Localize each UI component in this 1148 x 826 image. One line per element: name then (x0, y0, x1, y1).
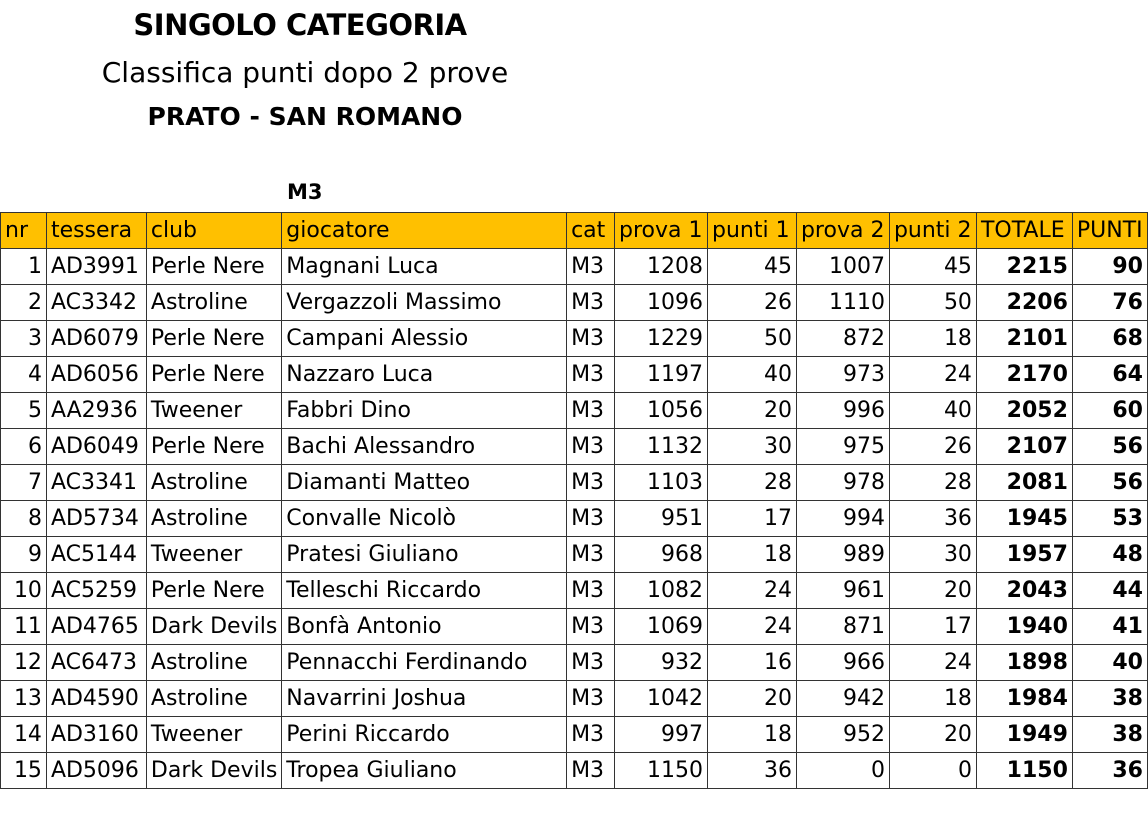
cell-punti: 60 (1072, 393, 1147, 429)
cell-punti-2: 20 (889, 573, 976, 609)
cell-punti-2: 28 (889, 465, 976, 501)
cell-punti-1: 17 (708, 501, 797, 537)
cell-prova-1: 1229 (615, 321, 708, 357)
cell-totale: 2081 (976, 465, 1072, 501)
cell-cat: M3 (567, 393, 615, 429)
cell-totale: 1940 (976, 609, 1072, 645)
page-subtitle: Classifica punti dopo 2 prove (101, 56, 509, 89)
cell-nr: 10 (1, 573, 47, 609)
cell-punti-1: 24 (708, 573, 797, 609)
cell-punti-1: 16 (708, 645, 797, 681)
column-header-punti-1: punti 1 (708, 213, 797, 249)
cell-totale: 1945 (976, 501, 1072, 537)
column-header-cat: cat (567, 213, 615, 249)
cell-punti-2: 30 (889, 537, 976, 573)
cell-tessera: AC5144 (46, 537, 146, 573)
cell-giocatore: Tropea Giuliano (282, 753, 567, 789)
cell-cat: M3 (567, 501, 615, 537)
cell-totale: 1957 (976, 537, 1072, 573)
table-row (1, 429, 1148, 465)
cell-tessera: AC3341 (46, 465, 146, 501)
cell-tessera: AD5096 (46, 753, 146, 789)
cell-giocatore: Pennacchi Ferdinando (282, 645, 567, 681)
column-header-totale: TOTALE (976, 213, 1072, 249)
cell-prova-1: 1042 (615, 681, 708, 717)
category-label: M3 (287, 180, 323, 204)
cell-cat: M3 (567, 429, 615, 465)
cell-punti-1: 45 (708, 249, 797, 285)
cell-totale: 1984 (976, 681, 1072, 717)
cell-cat: M3 (567, 249, 615, 285)
cell-cat: M3 (567, 717, 615, 753)
cell-punti: 68 (1072, 321, 1147, 357)
cell-club: Astroline (146, 465, 281, 501)
cell-cat: M3 (567, 573, 615, 609)
cell-prova-2: 989 (796, 537, 889, 573)
cell-totale: 2043 (976, 573, 1072, 609)
cell-punti: 38 (1072, 717, 1147, 753)
cell-giocatore: Fabbri Dino (282, 393, 567, 429)
cell-punti: 53 (1072, 501, 1147, 537)
cell-nr: 14 (1, 717, 47, 753)
cell-tessera: AD6049 (46, 429, 146, 465)
cell-punti: 41 (1072, 609, 1147, 645)
cell-totale: 2170 (976, 357, 1072, 393)
cell-prova-1: 1208 (615, 249, 708, 285)
cell-cat: M3 (567, 537, 615, 573)
cell-tessera: AD5734 (46, 501, 146, 537)
cell-cat: M3 (567, 321, 615, 357)
cell-totale: 2215 (976, 249, 1072, 285)
column-header-prova-1: prova 1 (615, 213, 708, 249)
cell-punti-2: 17 (889, 609, 976, 645)
cell-punti-2: 24 (889, 645, 976, 681)
table-row (1, 717, 1148, 753)
table-row (1, 285, 1148, 321)
cell-club: Perle Nere (146, 429, 281, 465)
column-header-punti: PUNTI (1072, 213, 1147, 249)
cell-prova-2: 871 (796, 609, 889, 645)
table-row (1, 393, 1148, 429)
cell-nr: 11 (1, 609, 47, 645)
cell-tessera: AD6079 (46, 321, 146, 357)
cell-giocatore: Pratesi Giuliano (282, 537, 567, 573)
column-header-giocatore: giocatore (282, 213, 567, 249)
cell-nr: 5 (1, 393, 47, 429)
cell-tessera: AC6473 (46, 645, 146, 681)
cell-totale: 1898 (976, 645, 1072, 681)
cell-punti: 76 (1072, 285, 1147, 321)
cell-punti-2: 40 (889, 393, 976, 429)
cell-punti-1: 18 (708, 537, 797, 573)
cell-prova-2: 1007 (796, 249, 889, 285)
column-header-prova-2: prova 2 (796, 213, 889, 249)
cell-prova-2: 973 (796, 357, 889, 393)
table-row (1, 501, 1148, 537)
column-header-nr: nr (1, 213, 47, 249)
cell-club: Tweener (146, 393, 281, 429)
cell-tessera: AC3342 (46, 285, 146, 321)
cell-nr: 8 (1, 501, 47, 537)
cell-giocatore: Navarrini Joshua (282, 681, 567, 717)
cell-punti-2: 26 (889, 429, 976, 465)
cell-punti: 36 (1072, 753, 1147, 789)
cell-club: Perle Nere (146, 573, 281, 609)
cell-totale: 2052 (976, 393, 1072, 429)
cell-club: Dark Devils (146, 609, 281, 645)
cell-giocatore: Magnani Luca (282, 249, 567, 285)
table-row (1, 537, 1148, 573)
cell-punti-1: 36 (708, 753, 797, 789)
cell-prova-1: 1132 (615, 429, 708, 465)
cell-giocatore: Telleschi Riccardo (282, 573, 567, 609)
cell-tessera: AD6056 (46, 357, 146, 393)
cell-tessera: AC5259 (46, 573, 146, 609)
table-row (1, 357, 1148, 393)
cell-club: Astroline (146, 501, 281, 537)
cell-club: Perle Nere (146, 249, 281, 285)
cell-totale: 2107 (976, 429, 1072, 465)
cell-punti: 90 (1072, 249, 1147, 285)
cell-prova-1: 997 (615, 717, 708, 753)
cell-club: Tweener (146, 537, 281, 573)
cell-prova-2: 942 (796, 681, 889, 717)
cell-punti: 64 (1072, 357, 1147, 393)
cell-prova-2: 966 (796, 645, 889, 681)
cell-giocatore: Diamanti Matteo (282, 465, 567, 501)
cell-tessera: AD3160 (46, 717, 146, 753)
column-header-club: club (146, 213, 281, 249)
cell-nr: 7 (1, 465, 47, 501)
cell-prova-1: 951 (615, 501, 708, 537)
cell-cat: M3 (567, 645, 615, 681)
cell-cat: M3 (567, 609, 615, 645)
cell-prova-2: 1110 (796, 285, 889, 321)
cell-club: Astroline (146, 681, 281, 717)
cell-prova-1: 1069 (615, 609, 708, 645)
cell-punti-1: 26 (708, 285, 797, 321)
column-header-tessera: tessera (46, 213, 146, 249)
cell-giocatore: Perini Riccardo (282, 717, 567, 753)
cell-club: Tweener (146, 717, 281, 753)
cell-cat: M3 (567, 465, 615, 501)
cell-nr: 6 (1, 429, 47, 465)
cell-nr: 13 (1, 681, 47, 717)
cell-prova-1: 1103 (615, 465, 708, 501)
cell-totale: 2101 (976, 321, 1072, 357)
cell-punti-2: 0 (889, 753, 976, 789)
cell-punti: 56 (1072, 429, 1147, 465)
cell-giocatore: Nazzaro Luca (282, 357, 567, 393)
cell-punti-1: 40 (708, 357, 797, 393)
cell-punti-1: 24 (708, 609, 797, 645)
cell-tessera: AD4765 (46, 609, 146, 645)
cell-club: Perle Nere (146, 321, 281, 357)
cell-club: Dark Devils (146, 753, 281, 789)
cell-punti: 40 (1072, 645, 1147, 681)
cell-prova-2: 872 (796, 321, 889, 357)
cell-tessera: AA2936 (46, 393, 146, 429)
cell-punti-2: 18 (889, 321, 976, 357)
table-row (1, 609, 1148, 645)
cell-totale: 1150 (976, 753, 1072, 789)
cell-nr: 3 (1, 321, 47, 357)
cell-punti: 56 (1072, 465, 1147, 501)
cell-punti-1: 20 (708, 681, 797, 717)
cell-punti: 44 (1072, 573, 1147, 609)
cell-prova-2: 961 (796, 573, 889, 609)
table-row (1, 753, 1148, 789)
cell-punti-1: 28 (708, 465, 797, 501)
cell-cat: M3 (567, 357, 615, 393)
cell-punti-2: 45 (889, 249, 976, 285)
results-table (0, 212, 1148, 789)
cell-club: Astroline (146, 285, 281, 321)
cell-cat: M3 (567, 681, 615, 717)
cell-cat: M3 (567, 753, 615, 789)
cell-prova-1: 1056 (615, 393, 708, 429)
page-title: SINGOLO CATEGORIA (133, 8, 467, 42)
cell-punti-2: 20 (889, 717, 976, 753)
cell-club: Astroline (146, 645, 281, 681)
cell-tessera: AD3991 (46, 249, 146, 285)
cell-punti: 48 (1072, 537, 1147, 573)
cell-punti-1: 30 (708, 429, 797, 465)
cell-prova-1: 968 (615, 537, 708, 573)
table-row (1, 321, 1148, 357)
cell-prova-1: 1150 (615, 753, 708, 789)
table-row (1, 645, 1148, 681)
cell-prova-2: 952 (796, 717, 889, 753)
cell-prova-1: 1096 (615, 285, 708, 321)
table-header-row (1, 213, 1148, 249)
cell-giocatore: Campani Alessio (282, 321, 567, 357)
cell-punti-1: 50 (708, 321, 797, 357)
cell-punti-1: 20 (708, 393, 797, 429)
cell-punti-1: 18 (708, 717, 797, 753)
table-row (1, 465, 1148, 501)
cell-punti-2: 50 (889, 285, 976, 321)
table-row (1, 573, 1148, 609)
cell-prova-1: 1082 (615, 573, 708, 609)
cell-prova-2: 0 (796, 753, 889, 789)
cell-giocatore: Vergazzoli Massimo (282, 285, 567, 321)
cell-nr: 2 (1, 285, 47, 321)
cell-prova-1: 1197 (615, 357, 708, 393)
event-location: PRATO - SAN ROMANO (147, 102, 463, 131)
cell-cat: M3 (567, 285, 615, 321)
cell-prova-2: 975 (796, 429, 889, 465)
cell-prova-2: 978 (796, 465, 889, 501)
cell-nr: 1 (1, 249, 47, 285)
table-row (1, 249, 1148, 285)
cell-prova-1: 932 (615, 645, 708, 681)
cell-punti-2: 24 (889, 357, 976, 393)
cell-nr: 15 (1, 753, 47, 789)
cell-punti-2: 18 (889, 681, 976, 717)
cell-prova-2: 996 (796, 393, 889, 429)
column-header-punti-2: punti 2 (889, 213, 976, 249)
table-row (1, 681, 1148, 717)
cell-club: Perle Nere (146, 357, 281, 393)
cell-punti-2: 36 (889, 501, 976, 537)
cell-giocatore: Bonfà Antonio (282, 609, 567, 645)
cell-totale: 2206 (976, 285, 1072, 321)
cell-giocatore: Bachi Alessandro (282, 429, 567, 465)
cell-nr: 9 (1, 537, 47, 573)
cell-totale: 1949 (976, 717, 1072, 753)
cell-giocatore: Convalle Nicolò (282, 501, 567, 537)
cell-nr: 4 (1, 357, 47, 393)
cell-nr: 12 (1, 645, 47, 681)
cell-tessera: AD4590 (46, 681, 146, 717)
cell-punti: 38 (1072, 681, 1147, 717)
cell-prova-2: 994 (796, 501, 889, 537)
